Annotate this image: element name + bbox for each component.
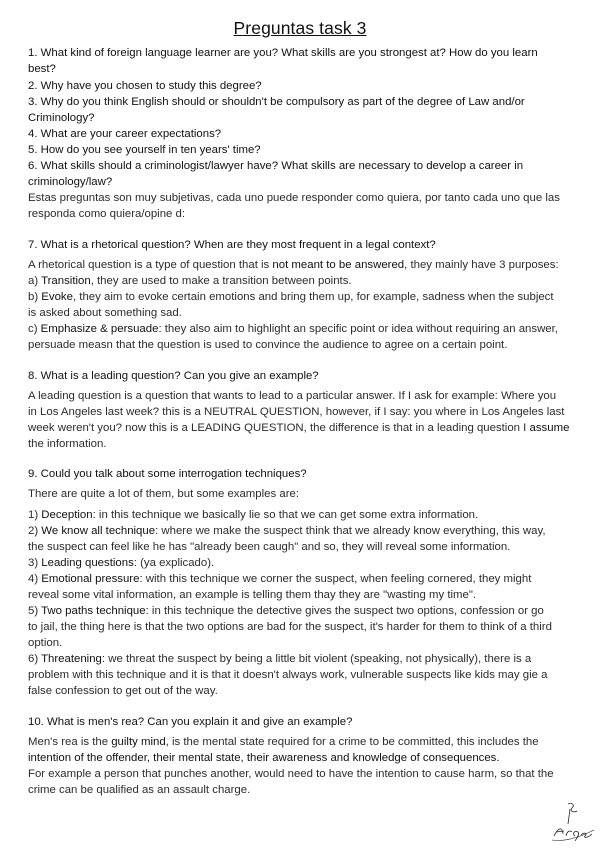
- answer-9-intro: There are quite a lot of them, but some examples are:: [28, 488, 299, 500]
- question-4: 4. What are your career expectations?: [28, 128, 222, 140]
- technique-4: 4) Emotional pressure: with this technique we corner the suspect, when feeling cornered, they might: [28, 573, 532, 585]
- answer-8-line-3: week weren't you? now this is a LEADING QUESTION, the difference is that in a leading question I assume: [28, 422, 570, 434]
- answer-7-item-a: a) Transition, they are used to make a transition between points.: [28, 275, 352, 287]
- emphasis: guilty mind: [111, 736, 166, 748]
- technique-6-cont: problem with this technique and it is that it doesn't always work, vulnerable suspects like kids may gie a: [28, 669, 548, 681]
- question-6-line-2: criminology/law?: [28, 176, 113, 188]
- answer-8-line-4: the information.: [28, 438, 107, 450]
- answer-7-item-c-cont: persuade measn that the question is used to convince the audience to agree on a certain point.: [28, 339, 508, 351]
- question-2: 2. Why have you chosen to study this degree?: [28, 80, 262, 92]
- answer-7-line-1: A rhetorical question is a type of question that is not meant to be answered, they mainly have 3 purposes:: [28, 259, 559, 271]
- question-6-line-1: 6. What skills should a criminologist/lawyer have? What skills are necessary to develop a career in: [28, 160, 524, 172]
- question-1-line-1: 1. What kind of foreign language learner are you? What skills are you strongest at? How do you learn: [28, 47, 538, 59]
- question-7: 7. What is a rhetorical question? When are they most frequent in a legal context?: [28, 239, 436, 251]
- signature-icon: [548, 800, 596, 844]
- answer-8-line-1: A leading question is a question that wants to lead to a particular answer. If I ask for example: Where you: [28, 390, 557, 402]
- technique-2-cont: the suspect can feel like he has "already been caugh" and so, they will reveal some information.: [28, 541, 511, 553]
- technique-5-cont-2: option.: [28, 637, 63, 649]
- question-1-line-2: best?: [28, 63, 56, 75]
- answer-10-line-1: Men's rea is the guilty mind, is the mental state required for a crime to be committed, this includes the: [28, 736, 539, 748]
- technique-5-cont: to jail, the thing here is that the two options are bad for the suspect, it's harder for them to think of a third: [28, 621, 552, 633]
- answer-7-item-b: b) Evoke, they aim to evoke certain emotions and bring them up, for example, sadness when the subject: [28, 291, 554, 303]
- answer-10-line-4: crime can be qualified as an assault charge.: [28, 784, 251, 796]
- answer-8-line-2: in Los Angeles last week? this is a NEUTRAL QUESTION, however, if I say: you where in Los Angeles last: [28, 406, 565, 418]
- intro-note-line-1: Estas preguntas son muy subjetivas, cada uno puede responder como quiera, por tanto cada uno que las: [28, 192, 560, 204]
- question-10: 10. What is men's rea? Can you explain it and give an example?: [28, 716, 353, 728]
- emphasis: not meant to be answered: [272, 259, 405, 271]
- question-5: 5. How do you see yourself in ten years' time?: [28, 144, 261, 156]
- answer-7-item-b-cont: is asked about something sad.: [28, 307, 182, 319]
- question-9: 9. Could you talk about some interrogation techniques?: [28, 468, 307, 480]
- page-title: Preguntas task 3: [233, 18, 367, 38]
- answer-7-item-c: c) Emphasize & persuade: they also aim to highlight an specific point or idea without requiring an answer,: [28, 323, 558, 335]
- answer-10-line-3: For example a person that punches another, would need to have the intention to cause harm, so that the: [28, 768, 554, 780]
- question-8: 8. What is a leading question? Can you give an example?: [28, 370, 319, 382]
- intro-note-line-2: responda como quiera/opine d:: [28, 208, 186, 220]
- technique-3: 3) Leading questions: (ya explicado).: [28, 557, 215, 569]
- technique-6-cont-2: false confession to get out of the way.: [28, 685, 218, 697]
- answer-10-line-2: intention of the offender, their mental state, their awareness and knowledge of consequences.: [28, 752, 500, 764]
- technique-6: 6) Threatening: we threat the suspect by being a little bit violent (speaking, not physically), there is a: [28, 653, 532, 665]
- emphasis: assume: [529, 422, 570, 434]
- technique-1: 1) Deception: in this technique we basically lie so that we can get some extra information.: [28, 509, 479, 521]
- technique-4-cont: reveal some vital information, an example is telling them thay they are "wasting my time".: [28, 589, 477, 601]
- question-3-line-1: 3. Why do you think English should or shouldn't be compulsory as part of the degree of Law and/or: [28, 96, 525, 108]
- technique-2: 2) We know all technique: where we make the suspect think that we already know everything, this way,: [28, 525, 546, 537]
- technique-5: 5) Two paths technique: in this technique the detective gives the suspect two options, confession or go: [28, 605, 544, 617]
- question-3-line-2: Criminology?: [28, 112, 95, 124]
